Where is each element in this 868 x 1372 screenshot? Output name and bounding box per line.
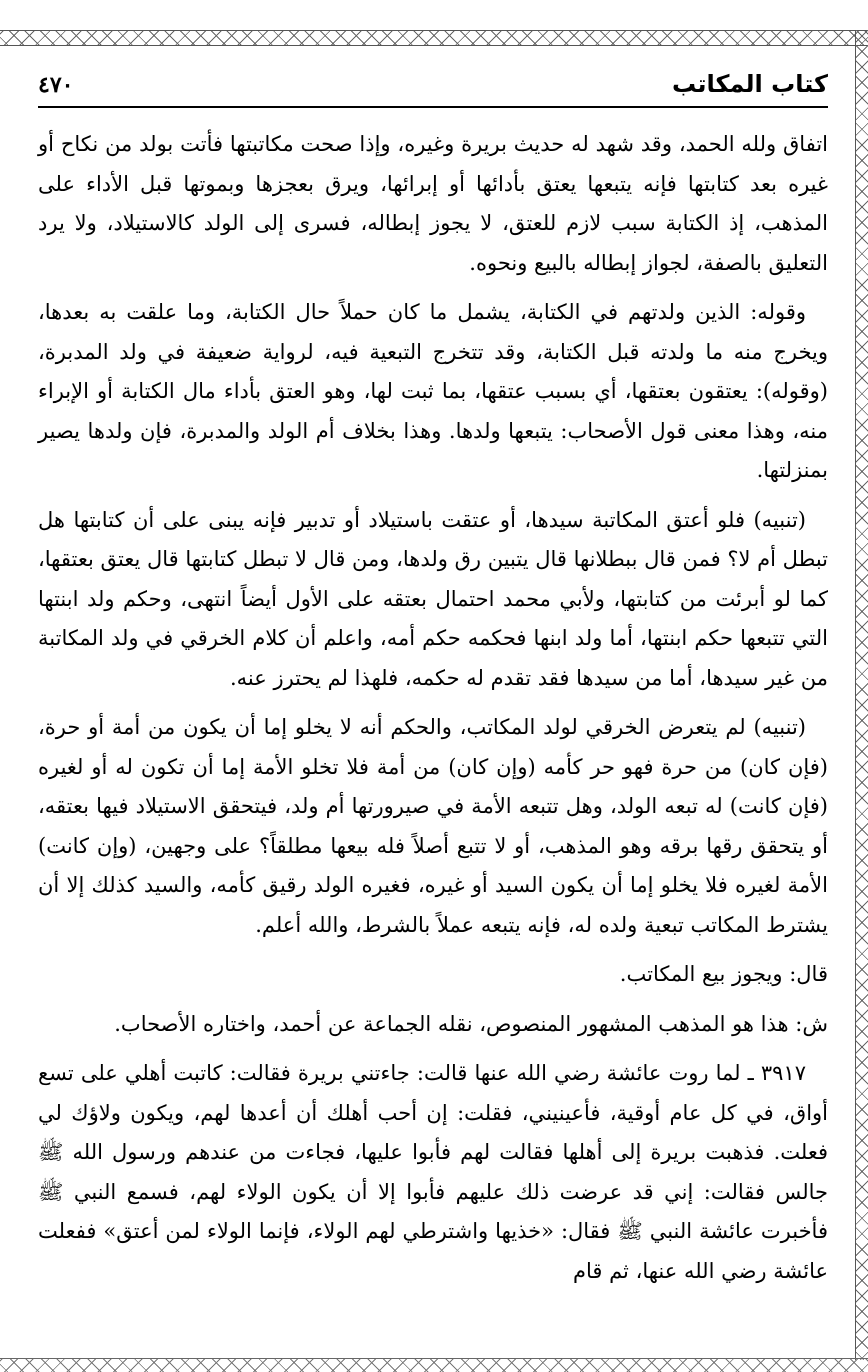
page-body	[38, 125, 828, 1301]
paragraph-1: اتفاق ولله الحمد، وقد شهد له حديث بريرة وغيره، وإذا صحت مكاتبتها فأتت بولد من نكاح أو غيره بعد كتابتها فإنه يتبعها يعتق بأدائها أو إبرائها، ويرق بعجزها وبموتها قبل الأداء على المذهب، إذ الكتابة سبب لازم للعتق، لا يجوز إبطاله، فسرى إلى الولد كالاستيلاد، ولا يرد التعليق بالصفة، لجواز إبطاله بالبيع ونحوه.	[38, 132, 828, 275]
decorative-border-bottom	[0, 1358, 868, 1372]
decorative-border-right	[855, 30, 868, 1360]
paragraph-6: ش: هذا هو المذهب المشهور المنصوص، نقله الجماعة عن أحمد، واختاره الأصحاب.	[114, 1011, 828, 1036]
page-header	[38, 66, 828, 108]
book-title: كتاب المكاتب	[672, 70, 828, 98]
paragraph-5: قال: ويجوز بيع المكاتب.	[619, 962, 828, 986]
paragraph-2: وقوله: الذين ولدتهم في الكتابة، يشمل ما كان حملاً حال الكتابة، وما علقت به بعدها، ويخرج منه ما ولدته قبل الكتابة، وقد تتخرج التبعية فيه، لرواية ضعيفة في ولد المدبرة، (وقوله): يعتقون بعتقها، أي بسبب عتقها، بما ثبت لها، وهو العتق بأداء مال الكتابة أو الإبراء منه، وهذا معنى قول الأصحاب: يتبعها ولدها. وهذا بخلاف أم الولد والمدبرة، فإن ولدها يصير بمنزلتها.	[38, 300, 828, 482]
paragraph-4: (تنبيه) لم يتعرض الخرقي لولد المكاتب، والحكم أنه لا يخلو إما أن يكون من أمة أو حرة، (فإن كان) من حرة فهو حر كأمه (وإن كان) من أمة فلا تخلو الأمة إما أن تكون له أو لغيره (فإن كانت) له تبعه الولد، وهل تتبعه الأمة في صيرورتها أم ولد، فيتحقق الاستيلاد فيها بعتقه، أو يتحقق رقها برقه وهو المذهب، أو لا تتبع أصلاً فله بيعها مطلقاً؟ على وجهين، (وإن كانت) الأمة لغيره فلا يخلو إما أن يكون السيد أو غيره، فغيره الولد رقيق كأمه، والسيد كذلك إلا أن يشترط المكاتب تبعية ولده له، فإنه يتبعه عملاً بالشرط، والله أعلم.	[38, 715, 828, 937]
decorative-border-top	[0, 30, 868, 46]
page-number: ٤٧٠	[38, 72, 74, 98]
paragraph-7: ٣٩١٧ ـ لما روت عائشة رضي الله عنها قالت: جاءتني بريرة فقالت: كاتبت أهلي على تسع أواق، في كل عام أوقية، فأعينيني، فقلت: إن أحب أهلك أن أعدها لهم، ويكون ولاؤك لي فعلت. فذهبت بريرة إلى أهلها فقالت لهم فأبوا عليها، فجاءت من عندهم ورسول الله ﷺ جالس فقالت: إني قد عرضت ذلك عليهم فأبوا إلا أن يكون الولاء لهم، فسمع النبي ﷺ فأخبرت عائشة النبي ﷺ فقال: «خذيها واشترطي لهم الولاء، فإنما الولاء لمن أعتق» ففعلت عائشة رضي الله عنها، ثم قام	[38, 1061, 828, 1283]
paragraph-3: (تنبيه) فلو أعتق المكاتبة سيدها، أو عتقت باستيلاد أو تدبير فإنه يبنى على أن كتابتها هل تبطل أم لا؟ فمن قال ببطلانها قال يتبين رق ولدها، ومن قال لا تبطل كتابتها قال يعتق بعتقها، كما لو أبرئت من كتابتها، ولأبي محمد احتمال بعتقه على الأول أيضاً انتهى، وحكم ولد ابنتها التي تتبعها حكم ابنتها، أما ولد ابنها فحكمه حكم أمه، واعلم أن كلام الخرقي في ولد المكاتبة من غير سيدها، أما من سيدها فقد تقدم له حكمه، فلهذا لم يحترز عنه.	[38, 507, 828, 690]
